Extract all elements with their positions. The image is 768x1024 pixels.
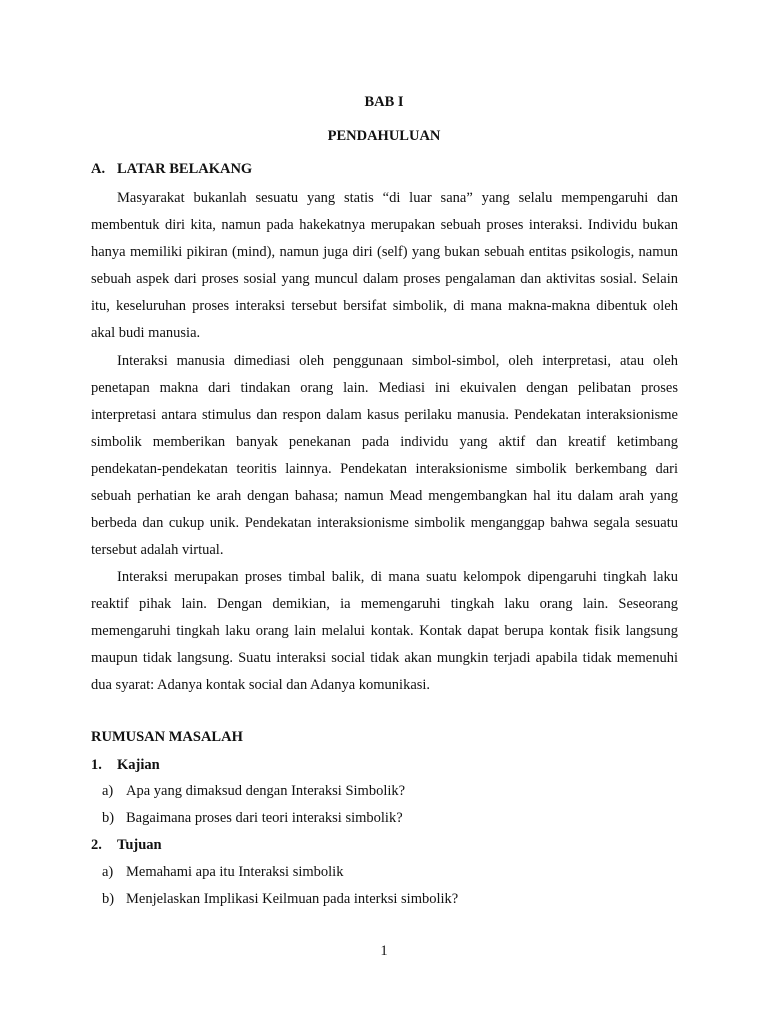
subsection-kajian [91,757,160,774]
subsection-tujuan [91,837,162,854]
paragraph-2: Interaksi manusia dimediasi oleh penggunaan simbol-simbol, oleh interpretasi, atau oleh penetapan makna dari tindakan orang lain. Mediasi ini ekuivalen dengan pelibatan proses interpretasi antara stimulus dan respon dalam kasus perilaku manusia. Pendekatan interaksionisme simbolik memberikan banyak penekanan pada individu yang aktif dan kreatif ketimbang pendekatan-pendekatan teoritis lainnya. Pendekatan interaksionisme simbolik berkembang dari sebuah perhatian ke arah dengan bahasa; namun Mead mengembangkan hal itu dalam arah yang berbeda dan cukup unik. Pendekatan interaksionisme simbolik menganggap bahwa segala sesuatu tersebut adalah virtual. [91,353,678,558]
rumusan-masalah-heading: RUMUSAN MASALAH [91,729,243,745]
section-title: LATAR BELAKANG [117,161,253,177]
list-label: b) [102,891,115,907]
list-text: Apa yang dimaksud dengan Interaksi Simbolik? [126,783,406,799]
paragraph-1: Masyarakat bukanlah sesuatu yang statis “di luar sana” yang selalu mempengaruhi dan membentuk diri kita, namun pada hakekatnya merupakan sebuah proses interaksi. Individu bukan hanya memiliki pikiran (mind), namun juga diri (self) yang bukan sebuah entitas psikologis, namun sebuah aspek dari proses sosial yang muncul dalam proses pengalaman dan aktivitas sosial. Selain itu, keseluruhan proses interaksi tersebut bersifat simbolik, di mana makna-makna dibentuk oleh akal budi manusia. [91,190,678,341]
section-heading-latar-belakang [91,161,252,178]
list-text: Memahami apa itu Interaksi simbolik [126,864,344,880]
list-item [102,783,405,800]
subsection-title: Kajian [117,757,160,773]
chapter-title: PENDAHULUAN [327,128,441,144]
list-label: a) [102,864,114,880]
subsection-number: 2. [91,837,102,853]
paragraph-3: Interaksi merupakan proses timbal balik, di mana suatu kelompok dipengaruhi tingkah laku reaktif pihak lain. Dengan demikian, ia memengaruhi tingkah laku orang lain. Seseorang memengaruhi tingkah laku orang lain melalui kontak. Kontak dapat berupa kontak fisik langsung maupun tidak langsung. Suatu interaksi social tidak akan mungkin terjadi apabila tidak memenuhi dua syarat: Adanya kontak social dan Adanya komunikasi. [91,569,678,693]
section-number: A. [91,161,106,177]
subsection-title: Tujuan [117,837,162,853]
subsection-number: 1. [91,757,102,773]
list-item [102,891,458,908]
list-label: a) [102,783,114,799]
chapter-label: BAB I [364,94,404,110]
list-label: b) [102,810,115,826]
list-item [102,864,343,881]
list-text: Bagaimana proses dari teori interaksi simbolik? [126,810,403,826]
list-text: Menjelaskan Implikasi Keilmuan pada interksi simbolik? [126,891,459,907]
page-number: 1 [380,943,388,959]
list-item [102,810,403,827]
